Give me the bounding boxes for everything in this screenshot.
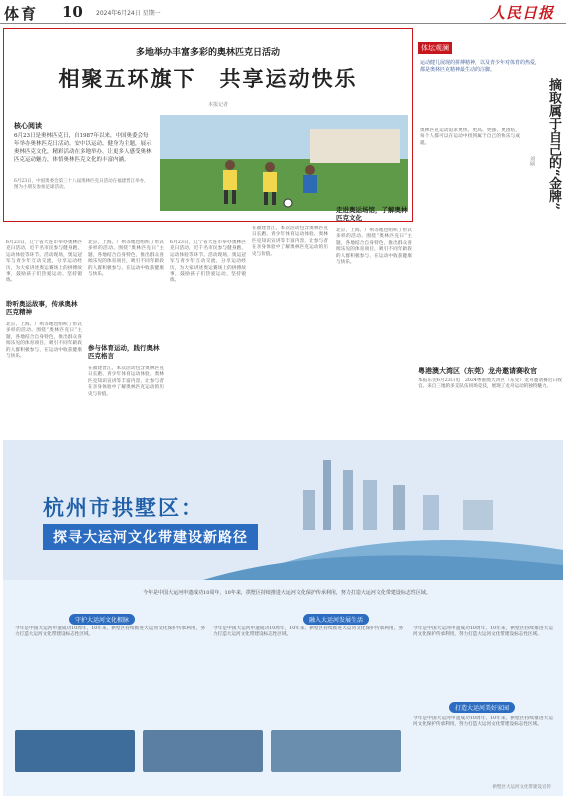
section-name: 体育 [4,5,39,23]
soccer-kids-photo [160,115,408,211]
article-column-5: 北京、上海、广州等地也组织了形式多样的活动。围绕“奥林匹克日”主题，各地结合自身特色，推出群众喜闻乐见的体育项目，吸引不同年龄段的人群积极参与，在运动中收获健康与快乐。 [336,228,412,266]
subhead-venues: 走进奥运场馆，了解奥林匹克文化 [336,206,408,222]
advertorial-column-3: 今年是中国大运河申遗成功10周年，10年来，拱墅区持续推进大运河文化保护传承利用，努力打造大运河文化带建设标志性区域。 [413,626,553,638]
subhead-stories: 聆听奥运故事，传承奥林匹克精神 [6,300,78,316]
feature-kicker: 多地举办丰富多彩的奥林匹克日活动 [135,48,280,58]
summary-text: 6月23日是奥林匹克日，自1987年以来，中国奥委会每年举办奥林匹克日活动。安中以运动、健身为主题，展示奥林匹克文化，精彩活动在多地举办，让更多人感受奥林匹克运动魅力，体悟奥林匹克文化的丰富内涵。 [14,133,152,163]
advertorial-column-2: 今年是中国大运河申遗成功10周年，10年来，拱墅区持续推进大运河文化保护传承利用，努力打造大运河文化带建设标志性区域。 [213,626,403,638]
advertorial-column-1: 今年是中国大运河申遗成功10周年，10年来，拱墅区持续推进大运河文化保护传承利用，努力打造大运河文化带建设标志性区域。 [15,626,205,638]
commentary-author: 刘硕 [529,156,535,166]
advertorial-tag-heritage: 守护大运河文化根脉 [69,614,135,625]
advertorial-tag-life: 融入大运河发展生活 [303,614,369,625]
article-column-2b: 在福建晋江，本次活动包含奥林匹克日长跑、青少年体育运动体验、奥林匹克知识宣讲等丰富内容，让参与者在亲身体验中了解奥林匹克运动的历史与价值。 [88,366,164,397]
article-column-2: 北京、上海、广州等地也组织了形式多样的活动。围绕“奥林匹克日”主题，各地结合自身特色，推出群众喜闻乐见的体育项目，吸引不同年龄段的人群积极参与，在运动中收获健康与快乐。 [88,240,164,278]
event-photo-2 [143,730,263,772]
commentary-title: 摘取属于自己的“金牌” [546,78,561,210]
subhead-participation: 参与体育运动，践行奥林匹克格言 [88,344,160,360]
article-column-1: 6月23日，辽宁省大连市举办奥林匹克日活动，近千名市民参与健身跑、运动体验等环节。活动现场，奥运冠军与青少年互动交流，分享运动经历，为大家讲述奥运赛场上的拼搏故事，鼓励孩子们热爱运动、坚持锻炼。 [6,240,82,284]
article-column-3: 6月23日，辽宁省大连市举办奥林匹克日活动，近千名市民参与健身跑、运动体验等环节。活动现场，奥运冠军与青少年互动交流，分享运动经历，为大家讲述奥运赛场上的拼搏故事，鼓励孩子们热爱运动、坚持锻炼。 [170,240,246,284]
brief-body: 本报东莞6月23日电 2024粤港澳大湾区（东莞）龙舟邀请赛近日收官。来自三地的多支队伍同场竞技，展现了龙舟运动的独特魅力。 [418,378,562,390]
issue-date: 2024年6月24日 星期一 [96,10,161,17]
feature-headline: 相聚五环旗下 共享运动快乐 [58,67,358,91]
article-column-4: 在福建晋江，本次活动包含奥林匹克日长跑、青少年体育运动体验、奥林匹克知识宣讲等丰富内容，让参与者在亲身体验中了解奥林匹克运动的历史与价值。 [252,226,328,257]
advertorial-intro: 今年是中国大运河申遗成功10周年，10年来，拱墅区持续推进大运河文化保护传承利用，努力打造大运河文化带建设标志性区域。 [143,590,431,596]
advertorial-tag-home: 打造大运河美好家园 [449,702,515,713]
district-advertorial [3,440,563,796]
advertorial-title: 杭州市拱墅区： [43,496,204,520]
event-photo-3 [271,730,401,772]
commentary-label: 体坛观澜 [418,42,452,54]
commentary-body: 奥林匹克运动追求更快、更高、更强、更团结，每个人都可以在运动中找到属于自己的快乐与成就。 [420,128,520,146]
page-number: 10 [62,3,83,21]
event-photo-1 [15,730,135,772]
summary-label: 核心阅读 [14,121,42,130]
masthead [0,0,566,24]
commentary-lead: 运动健儿展现的拼搏精神，以及青少年对体育的热爱，都是奥林匹克精神最生动的注脚。 [420,60,541,73]
photo-caption: 6月23日，中国奥委会第三十八届奥林匹克日活动在福建晋江举办，图为小朋友参加足球活动。 [14,179,149,190]
feature-byline: 本报记者 [208,102,229,108]
advertorial-footer: 拱墅区大运河文化带建设宣传 [492,785,551,790]
advertorial-subtitle: 探寻大运河文化带建设新路径 [43,524,258,550]
brief-headline: 粤港澳大湾区（东莞）龙舟邀请赛收官 [418,366,537,375]
feature-article [3,28,413,222]
newspaper-logo: 人民日报 [489,4,554,22]
advertorial-column-4: 今年是中国大运河申遗成功10周年，10年来，拱墅区持续推进大运河文化保护传承利用，努力打造大运河文化带建设标志性区域。 [413,716,553,728]
article-column-1b: 北京、上海、广州等地也组织了形式多样的活动。围绕“奥林匹克日”主题，各地结合自身特色，推出群众喜闻乐见的体育项目，吸引不同年龄段的人群积极参与，在运动中收获健康与快乐。 [6,322,82,360]
